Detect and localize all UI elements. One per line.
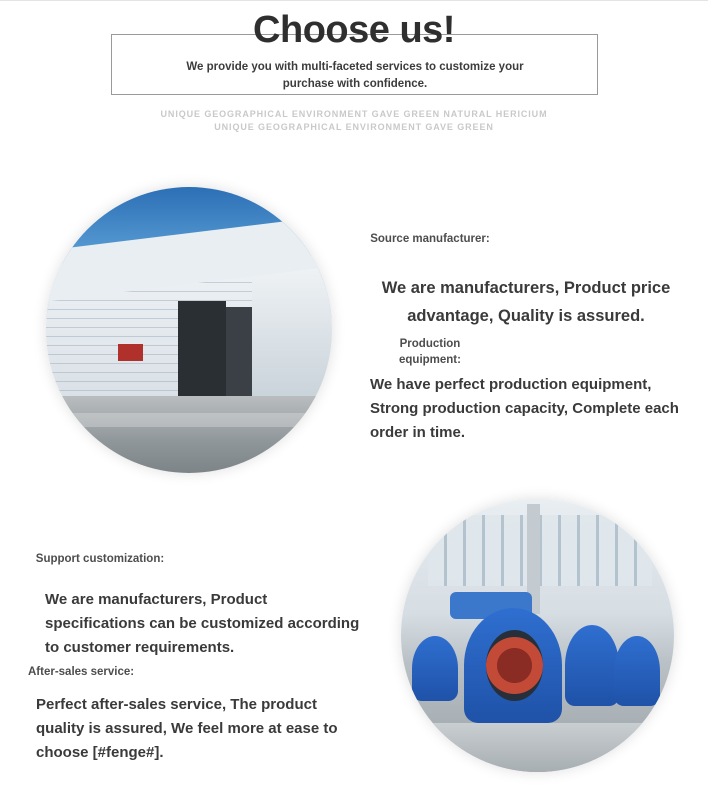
ground-region xyxy=(46,396,332,473)
factory-building-illustration xyxy=(46,187,332,473)
section-label-source-manufacturer: Source manufacturer: xyxy=(370,233,490,245)
section-label-support-customization: Support customization: xyxy=(35,553,165,565)
right-wall xyxy=(243,256,332,399)
factory-building-photo xyxy=(46,187,332,473)
section-text-support-customization: We are manufacturers, Product specifications can be customized according to customer requirements. xyxy=(45,591,360,656)
header-tagline-line-2: UNIQUE GEOGRAPHICAL ENVIRONMENT GAVE GREEN xyxy=(214,122,494,132)
page-header xyxy=(0,1,708,141)
header-tagline xyxy=(0,108,708,134)
blue-industrial-fans-photo xyxy=(401,499,674,772)
section-label-production-equipment: Production equipment: xyxy=(399,338,461,366)
fan-right-2 xyxy=(614,636,660,707)
fan-impeller-opening xyxy=(486,630,543,701)
ground-highlight xyxy=(46,413,332,427)
section-label-after-sales-service: After-sales service: xyxy=(28,666,135,678)
header-tagline-line-1: UNIQUE GEOGRAPHICAL ENVIRONMENT GAVE GREEN NATURAL HERICIUM xyxy=(160,109,548,119)
secondary-doorway xyxy=(226,307,252,396)
page-subtitle: We provide you with multi-faceted services to customize your purchase with confidence. xyxy=(186,61,524,90)
fan-left xyxy=(412,636,458,702)
workshop-floor xyxy=(401,723,674,772)
fans-illustration xyxy=(401,499,674,772)
section-text-production-equipment: We have perfect production equipment, Strong production capacity, Complete each order in time. xyxy=(370,376,679,441)
red-sign xyxy=(118,344,144,361)
page-title: Choose us! xyxy=(253,9,455,51)
fan-right-1 xyxy=(565,625,620,707)
open-doorway xyxy=(178,301,227,398)
section-text-source-manufacturer: We are manufacturers, Product price advantage, Quality is assured. xyxy=(381,279,671,325)
section-text-after-sales-service: Perfect after-sales service, The product quality is assured, We feel more at ease to choose [#fenge#]. xyxy=(36,696,338,761)
workshop-windows xyxy=(428,515,652,586)
